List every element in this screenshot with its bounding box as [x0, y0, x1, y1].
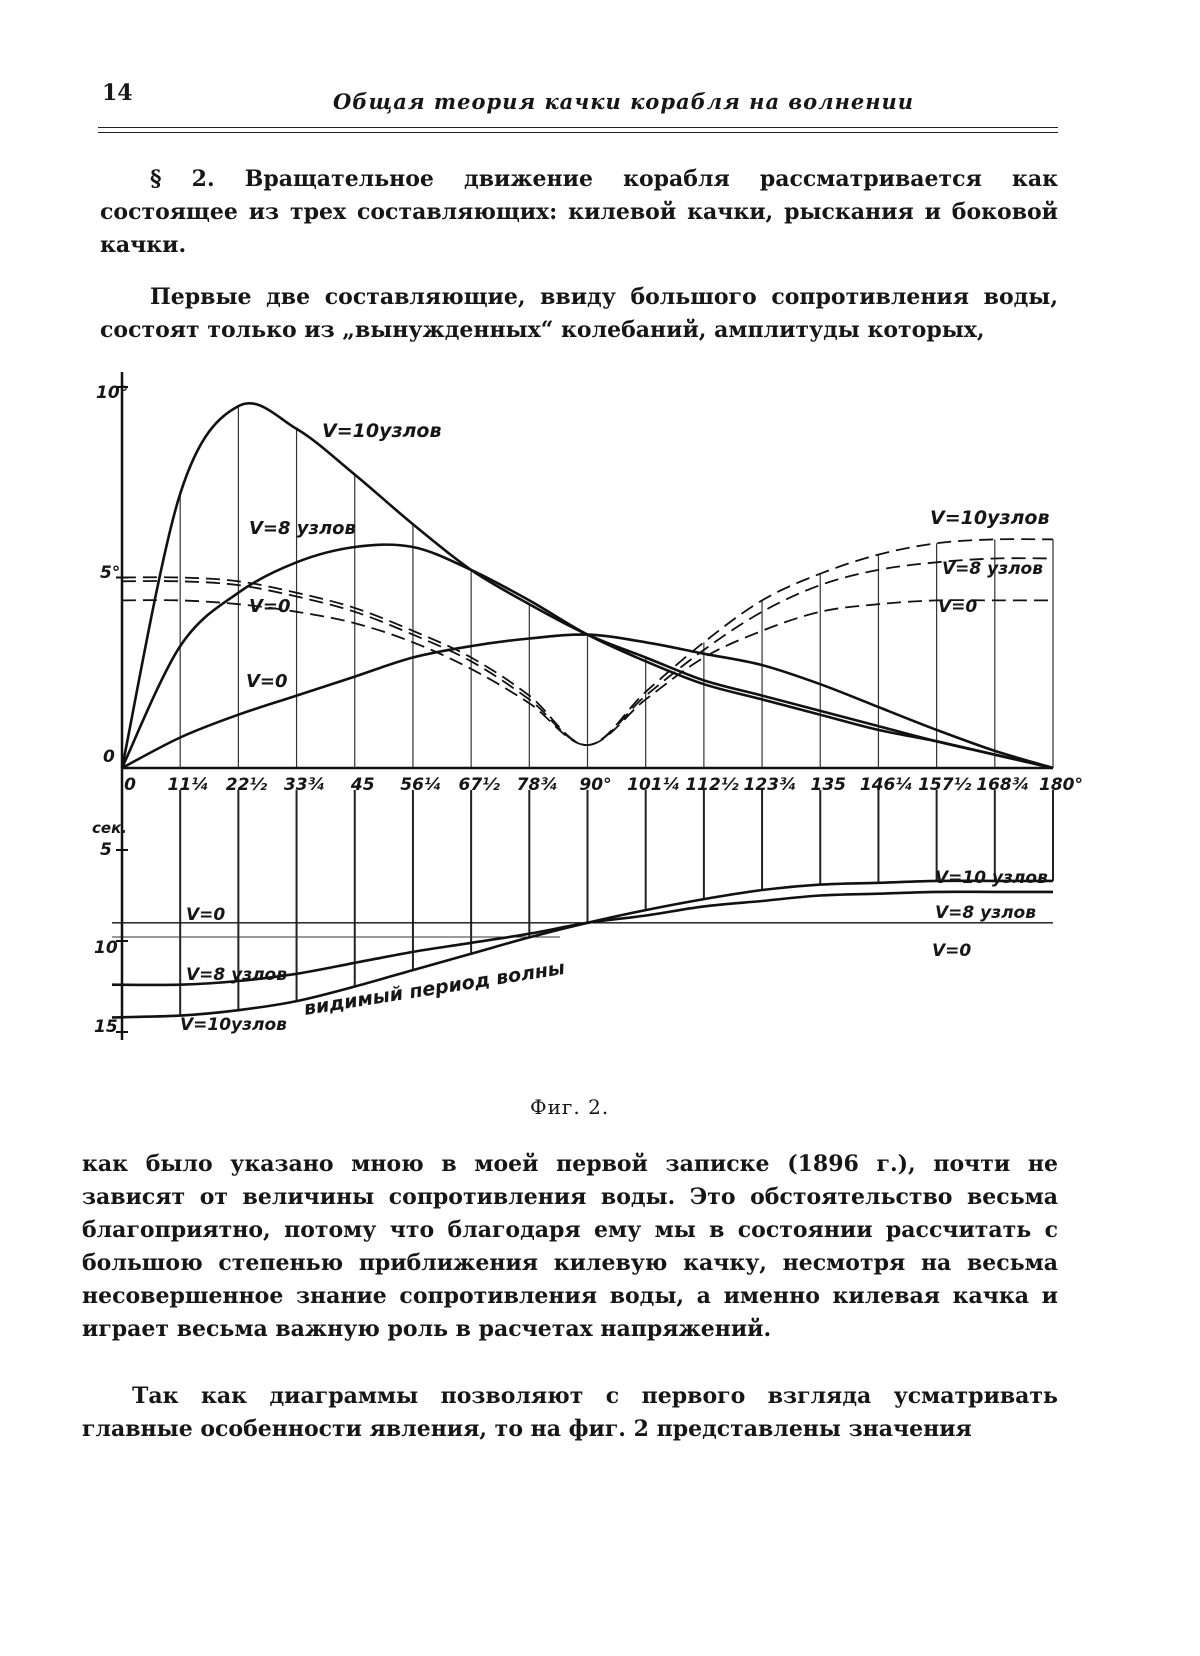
x-tick-label: 101¼	[627, 775, 681, 795]
x-tick-labels	[124, 775, 1083, 795]
label-period-v0-right: V=0	[932, 941, 972, 961]
y-label-10sec: 10	[94, 938, 118, 958]
x-tick-label: 157½	[918, 775, 972, 795]
label-period-v0-left: V=0	[186, 905, 226, 925]
paragraph-components: Первые две составляющие, ввиду большого сопротивления воды, состоят только из „вынужденных“ колебаний, амплитуды которых,	[100, 284, 1058, 343]
label-right-v8: V=8 узлов	[942, 559, 1043, 579]
label-dashed-v0: V=0	[249, 596, 291, 617]
y-label-5deg: 5°	[100, 563, 121, 583]
figure-caption: Фиг. 2.	[530, 1095, 610, 1119]
x-tick-label: 33¾	[283, 775, 326, 795]
paragraph-resistance: как было указано мною в моей первой записке (1896 г.), почти не зависят от величины сопротивления воды. Это обстоятельство весьма благоприятно, потому что благодаря ему мы в состоянии рассчитать с большою степенью приближения килевую качку, несмотря на весьма несовершенное знание сопротивления воды, а именно килевая качка и играет весьма важную роль в расчетах напряжений.	[82, 1151, 1058, 1342]
label-right-v0: V=0	[938, 597, 978, 617]
paragraph-diagrams: Так как диаграммы позволяют с первого взгляда усматривать главные особенности явления, то на фиг. 2 представлены значения	[82, 1383, 1058, 1442]
x-tick-label: 67½	[458, 775, 500, 795]
label-period-title: видимый период волны	[302, 956, 567, 1020]
x-tick-label: 168¾	[976, 775, 1030, 795]
x-tick-label: 22½	[225, 775, 268, 795]
curve-lower-2	[112, 881, 1053, 1018]
chart-labels	[92, 383, 1049, 1037]
chart-curves	[112, 403, 1053, 1017]
y-label-15sec: 15	[94, 1017, 118, 1037]
paragraph-section-2: § 2. Вращательное движение корабля рассматривается как состоящее из трех составляющих: килевой качки, рыскания и боковой качки.	[100, 166, 1058, 258]
label-solid-v8: V=8 узлов	[249, 518, 356, 539]
x-tick-label: 123¾	[743, 775, 797, 795]
label-right-v10: V=10узлов	[930, 507, 1050, 529]
label-solid-v10: V=10узлов	[322, 420, 442, 442]
x-tick-label: 180°	[1039, 775, 1083, 795]
x-tick-label: 0	[124, 775, 136, 795]
label-period-v10-right: V=10 узлов	[935, 868, 1048, 888]
label-solid-v0: V=0	[246, 671, 288, 692]
x-tick-label: 90°	[579, 775, 612, 795]
x-tick-label: 112½	[685, 775, 739, 795]
x-tick-label: 45	[350, 775, 375, 795]
x-tick-label: 56¼	[400, 775, 442, 795]
label-period-v8-right: V=8 узлов	[935, 903, 1036, 923]
running-title: Общая теория качки корабля на волнении	[333, 89, 915, 114]
page-number: 14	[102, 80, 133, 106]
chart-grid	[112, 406, 1053, 1017]
label-period-v8-left: V=8 узлов	[186, 965, 287, 985]
x-tick-label: 78¾	[516, 775, 558, 795]
y-label-zero: 0	[103, 747, 115, 767]
x-tick-label: 146¼	[859, 775, 913, 795]
label-period-v10-left: V=10узлов	[180, 1015, 287, 1035]
x-tick-label: 11¼	[167, 775, 209, 795]
chart-axes	[116, 372, 1053, 1040]
x-tick-label: 135	[810, 775, 846, 795]
y-label-10deg: 10°	[96, 383, 129, 403]
y-label-5sec: 5	[100, 840, 112, 860]
y-label-unit-sec: сек.	[92, 819, 127, 837]
